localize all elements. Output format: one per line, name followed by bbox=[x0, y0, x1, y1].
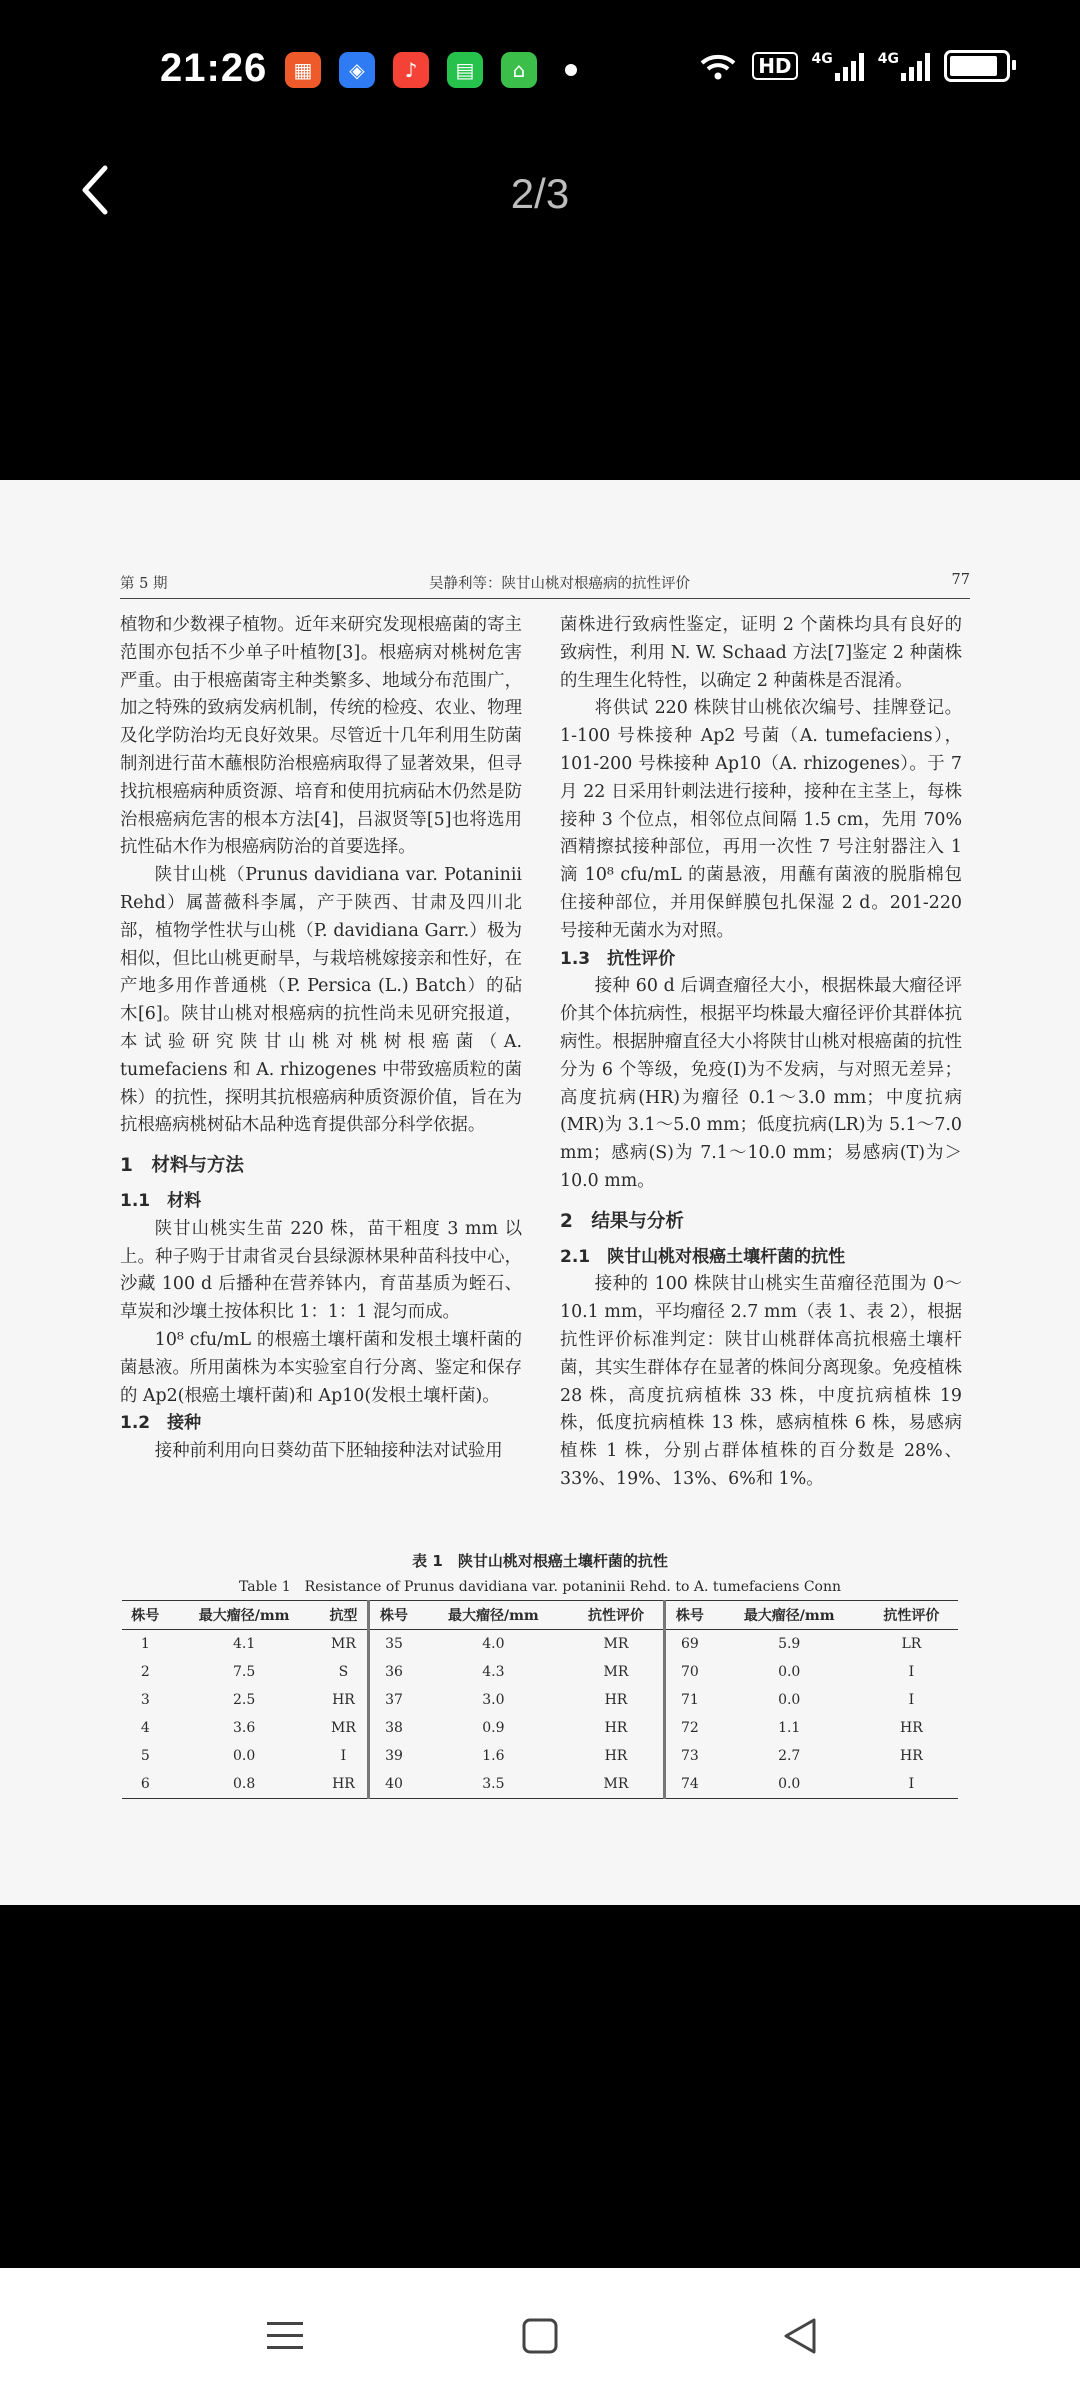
right-column bbox=[560, 612, 962, 1494]
chat-app-icon: ▤ bbox=[447, 52, 483, 88]
menu-icon bbox=[265, 2318, 305, 2354]
table-header-cell: 株号 bbox=[131, 1608, 160, 1624]
table-cell: 40 bbox=[369, 1770, 418, 1799]
table-header-cell: 最大瘤径/mm bbox=[743, 1608, 835, 1624]
table-cell: 0.0 bbox=[778, 1664, 801, 1680]
table-cell: HR bbox=[899, 1720, 923, 1736]
table-cell: MR bbox=[603, 1664, 629, 1680]
paragraph: 植物和少数裸子植物。近年来研究发现根癌菌的寄主范围亦包括不少单子叶植物[3]。根癌病对桃树危害严重。由于根癌菌寄主种类繁多、地域分布范围广，加之特殊的致病发病机制，传统的检疫、农业、物理及化学防治均无良好效果。尽管近十几年利用生防菌制剂进行苗木蘸根防治根癌病取得了显著效果，但寻找抗根癌病种质资源、培育和使用抗病砧木仍然是防治根癌病危害的根本方法[4]，吕淑贤等[5]也将选用抗性砧木作为根癌病防治的首要选择。 bbox=[120, 615, 522, 858]
home-square-icon bbox=[520, 2316, 560, 2356]
table-cell: 39 bbox=[369, 1742, 418, 1770]
paragraph: 接种的 100 株陕甘山桃实生苗瘤径范围为 0～10.1 mm，平均瘤径 2.7 mm（表 1、表 2），根据抗性评价标准判定：陕甘山桃群体高抗根癌土壤杆菌，其实生群体存在显著的株间分离现象。免疫植株 28 株，高度抗病植株 33 株，中度抗病植株 19 株，低度抗病植株 13 株，感病植株 6 株，易感病植株 1 株，分别占群体植株的百分数是 28%、33%、19%、13%、6%和 1%。 bbox=[560, 1274, 962, 1489]
app-notification-icon: ♪ bbox=[393, 52, 429, 88]
subsection-heading: 2.1 陕甘山桃对根癌土壤杆菌的抗性 bbox=[560, 1246, 846, 1267]
app-notification-icon: ▦ bbox=[285, 52, 321, 88]
table-cell: 4.3 bbox=[482, 1664, 505, 1680]
table-row bbox=[122, 1742, 958, 1770]
table-cell: 35 bbox=[369, 1630, 418, 1659]
table-cell: 38 bbox=[369, 1714, 418, 1742]
status-bar bbox=[0, 0, 1080, 140]
table-cell: 0.9 bbox=[482, 1720, 505, 1736]
table-cell: I bbox=[340, 1748, 347, 1764]
table-cell: HR bbox=[332, 1692, 355, 1708]
notification-icons bbox=[285, 52, 537, 88]
paragraph: 10⁸ cfu/mL 的根癌土壤杆菌和发根土壤杆菌的菌悬液。所用菌株为本实验室自行分离、鉴定和保存的 Ap2(根癌土壤杆菌)和 Ap10(发根土壤杆菌)。 bbox=[120, 1329, 522, 1406]
table-cell: I bbox=[908, 1692, 915, 1708]
system-icons bbox=[698, 50, 1010, 82]
table-header-cell: 抗性评价 bbox=[883, 1608, 940, 1624]
table-cell: 0.0 bbox=[232, 1748, 256, 1764]
page-indicator: 2/3 bbox=[510, 170, 570, 217]
navigation-bar bbox=[0, 2268, 1080, 2400]
table-cell: HR bbox=[604, 1692, 628, 1708]
network-type-2: 4G bbox=[877, 51, 899, 67]
signal-icon-2 bbox=[878, 51, 930, 81]
table-caption: 表 1 陕甘山桃对根癌土壤杆菌的抗性 bbox=[412, 1552, 668, 1570]
paragraph: 陕甘山桃实生苗 220 株，苗干粗度 3 mm 以上。种子购于甘肃省灵台县绿源林果种苗科技中心，沙藏 100 d 后播种在营养钵内，育苗基质为蛭石、草炭和沙壤土按体积比 1：1：1 混匀而成。 bbox=[120, 1218, 522, 1323]
table-cell: 2.5 bbox=[232, 1692, 256, 1708]
paragraph: 菌株进行致病性鉴定，证明 2 个菌株均具有良好的致病性，利用 N. W. Schaad 方法[7]鉴定 2 种菌株的生理生化特性，以确定 2 种菌株是否混淆。 bbox=[560, 615, 962, 691]
table-cell: 36 bbox=[369, 1658, 418, 1686]
recent-apps-button[interactable] bbox=[255, 2306, 315, 2366]
document-page[interactable] bbox=[0, 480, 1080, 1905]
table-cell: 3.5 bbox=[482, 1776, 505, 1792]
table-cell: 74 bbox=[665, 1770, 714, 1799]
viewer-toolbar bbox=[0, 140, 1080, 260]
table-cell: 72 bbox=[665, 1714, 714, 1742]
table-cell: LR bbox=[901, 1636, 922, 1652]
battery-icon bbox=[944, 50, 1010, 82]
table-cell: 1.1 bbox=[778, 1720, 801, 1736]
table-cell: HR bbox=[604, 1748, 628, 1764]
table-cell: MR bbox=[330, 1636, 356, 1652]
table-cell: 3.0 bbox=[482, 1692, 505, 1708]
table-cell: MR bbox=[603, 1776, 629, 1792]
table-header-cell: 株号 bbox=[369, 1601, 418, 1630]
app-notification-icon: ◈ bbox=[339, 52, 375, 88]
table-cell: 1.6 bbox=[482, 1748, 505, 1764]
page-number: 77 bbox=[951, 572, 970, 588]
back-nav-button[interactable] bbox=[770, 2306, 830, 2366]
table-cell: 70 bbox=[665, 1658, 714, 1686]
table-row bbox=[122, 1714, 958, 1742]
table-cell: 0.8 bbox=[232, 1776, 256, 1792]
table-header-row bbox=[122, 1601, 958, 1630]
hd-voice-icon: HD bbox=[752, 52, 797, 80]
section-heading: 2 结果与分析 bbox=[560, 1210, 684, 1232]
table-cell: 69 bbox=[665, 1630, 714, 1659]
subsection-heading: 1.1 材料 bbox=[120, 1190, 202, 1211]
network-type-1: 4G bbox=[811, 51, 833, 67]
table-cell: 5 bbox=[140, 1748, 150, 1764]
table-cell: 3.6 bbox=[232, 1720, 256, 1736]
paragraph: 接种 60 d 后调查瘤径大小，根据株最大瘤径评价其个体抗病性，根据平均株最大瘤径评价其群体抗病性。根据肿瘤直径大小将陕甘山桃对根癌菌的抗性分为 6 个等级，免疫(I)为不发病，与对照无差异；高度抗病(HR)为瘤径 0.1～3.0 mm；中度抗病(MR)为 3.1～5.0 mm；低度抗病(LR)为 5.1～7.0 mm；感病(S)为 7.1～10.0 mm；易感病(T)为＞10.0 mm。 bbox=[560, 976, 962, 1191]
table-cell: 7.5 bbox=[232, 1664, 256, 1680]
table-cell: HR bbox=[332, 1776, 355, 1792]
table-cell: 71 bbox=[665, 1686, 714, 1714]
table-cell: 3 bbox=[140, 1692, 150, 1708]
table-row bbox=[122, 1770, 958, 1799]
home-button[interactable] bbox=[510, 2306, 570, 2366]
table-cell: 6 bbox=[140, 1776, 150, 1792]
table-cell: 5.9 bbox=[778, 1636, 801, 1652]
table-cell: S bbox=[338, 1664, 349, 1680]
table-cell: 2.7 bbox=[778, 1748, 801, 1764]
table-row bbox=[122, 1686, 958, 1714]
table-header-cell: 最大瘤径/mm bbox=[447, 1608, 539, 1624]
table-cell: MR bbox=[603, 1636, 629, 1652]
table-cell: 4 bbox=[140, 1720, 150, 1736]
running-header bbox=[120, 572, 970, 599]
table-cell: I bbox=[908, 1776, 915, 1792]
table-header-cell: 抗型 bbox=[329, 1608, 358, 1624]
table-header-cell: 最大瘤径/mm bbox=[198, 1608, 290, 1624]
subsection-heading: 1.2 接种 bbox=[120, 1413, 202, 1434]
table-cell: 0.0 bbox=[778, 1776, 801, 1792]
wifi-icon bbox=[698, 51, 738, 81]
resistance-table bbox=[122, 1600, 958, 1799]
table-cell: 37 bbox=[369, 1686, 418, 1714]
table-caption-english: Table 1 Resistance of Prunus davidiana var. potaninii Rehd. to A. tumefaciens Conn bbox=[238, 1579, 842, 1595]
table-row bbox=[122, 1630, 958, 1659]
table-cell: 2 bbox=[140, 1664, 150, 1680]
table-header-cell: 株号 bbox=[665, 1601, 714, 1630]
table-cell: HR bbox=[604, 1720, 628, 1736]
table-cell: 73 bbox=[665, 1742, 714, 1770]
table-header-cell: 抗性评价 bbox=[587, 1608, 644, 1624]
paragraph: 陕甘山桃（Prunus davidiana var. Potaninii Rehd）属蔷薇科李属，产于陕西、甘肃及四川北部，植物学性状与山桃（P. davidiana Garr.）极为相似，但比山桃更耐旱，与栽培桃嫁接亲和性好，在产地多用作普通桃（P. Persica (L.) Batch）的砧木[6]。陕甘山桃对根癌病的抗性尚未见研究报道，本试验研究陕甘山桃对桃树根癌菌（A. tumefaciens 和 A. rhizogenes 中带致癌质粒的菌株）的抗性，探明其抗根癌病种质资源价值，旨在为抗根癌病桃树砧木品种选育提供部分科学依据。 bbox=[120, 865, 522, 1136]
issue-number: 第 5 期 bbox=[120, 576, 168, 592]
more-notifications-icon bbox=[565, 64, 577, 76]
app-notification-icon: ⌂ bbox=[501, 52, 537, 88]
table-cell: 4.0 bbox=[482, 1636, 505, 1652]
status-time: 21:26 bbox=[160, 46, 268, 90]
signal-icon-1 bbox=[812, 51, 864, 81]
table-cell: 0.0 bbox=[778, 1692, 801, 1708]
left-column bbox=[120, 612, 522, 1466]
table-cell: HR bbox=[899, 1748, 923, 1764]
section-heading: 1 材料与方法 bbox=[120, 1155, 244, 1177]
triangle-back-icon bbox=[780, 2316, 820, 2356]
paragraph: 接种前利用向日葵幼苗下胚轴接种法对试验用 bbox=[154, 1441, 503, 1462]
subsection-heading: 1.3 抗性评价 bbox=[560, 948, 676, 969]
paragraph: 将供试 220 株陕甘山桃依次编号、挂牌登记。1-100 号株接种 Ap2 号菌（A. tumefaciens），101-200 号株接种 Ap10（A. rhizogenes）。于 7 月 22 日采用针刺法进行接种，接种在主茎上，每株接种 3 个位点，相邻位点间隔 1.5 cm，先用 70% 酒精擦拭接种部位，再用一次性 7 号注射器注入 1 滴 10⁸ cfu/mL 的菌悬液，用蘸有菌液的脱脂棉包住接种部位，并用保鲜膜包扎保湿 2 d。201-220 号接种无菌水为对照。 bbox=[560, 698, 962, 941]
table-cell: I bbox=[908, 1664, 915, 1680]
running-title: 吴静利等：陕甘山桃对根癌病的抗性评价 bbox=[429, 576, 690, 592]
table-cell: 4.1 bbox=[232, 1636, 256, 1652]
table-cell: MR bbox=[330, 1720, 356, 1736]
table-cell: 1 bbox=[140, 1636, 150, 1652]
table-row bbox=[122, 1658, 958, 1686]
